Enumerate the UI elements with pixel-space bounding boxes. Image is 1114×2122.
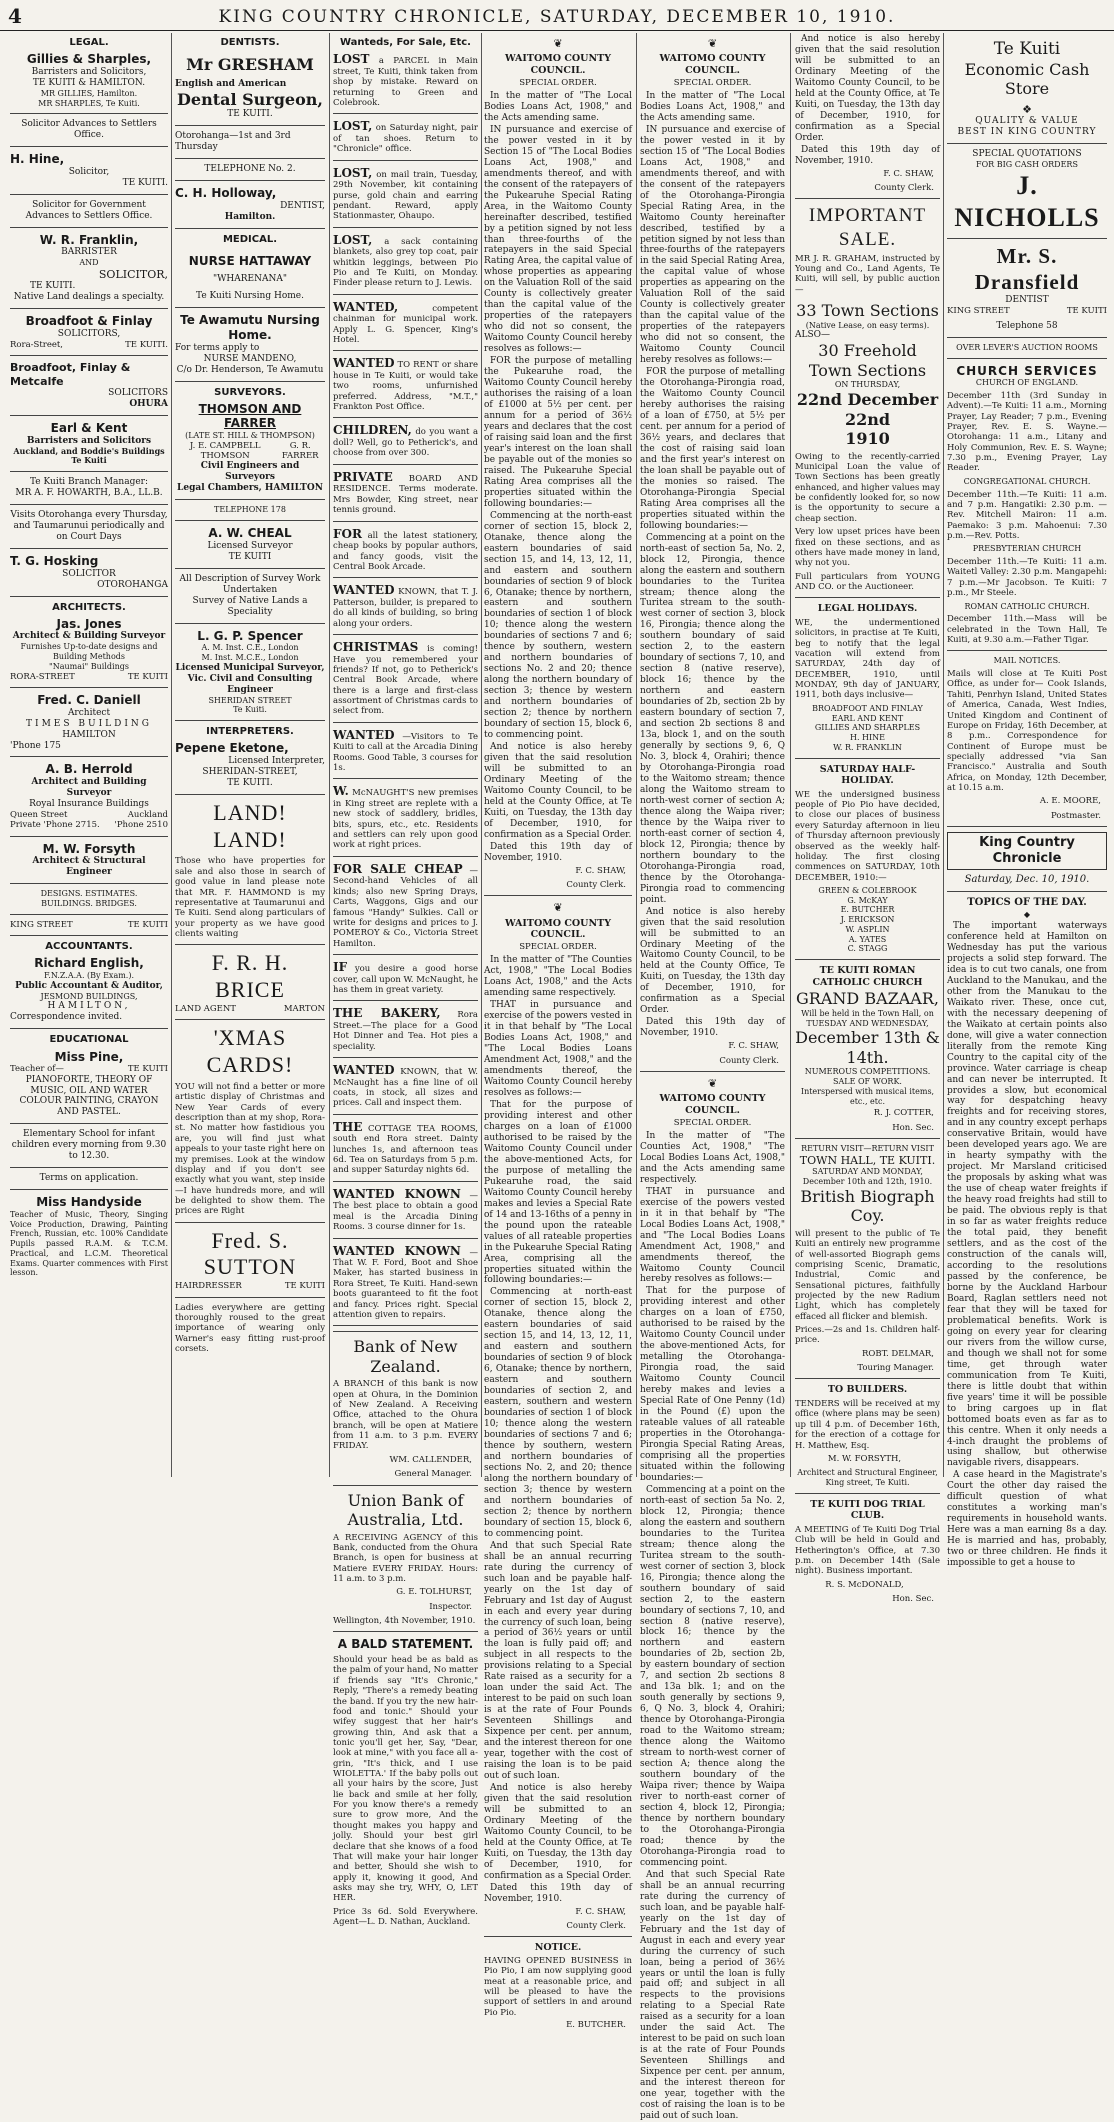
paragraph: IN pursuance and exercise of the power vested in it by section 15 of "The Local Bodies Loans Act, 1908," and amendments thereof, and with the consent of the ratepayers of the Otorohanga-Pirongia Special Rating Area, in the Waitomo County hereinafter described, testified by a petition signed by not less than three-fourths of the ratepayers in the said Special Rating Area, the capital value of whose properties as appearing on the Valuation Roll of the said County is collectively greater than the capital value of the properties of the ratepayers who did not so consent, the Waitomo County Council hereby resolves as follows:— bbox=[640, 124, 785, 366]
ad-lead: WANTED KNOWN bbox=[333, 1186, 461, 1201]
column-council-notices-1: ❦ WAITOMO COUNTY COUNCIL. SPECIAL ORDER. In the matter of "The Local Bodies Loans Act, 1908," and the Acts amending same. IN pursuance and exercise of the power vested in it by Section 15 of "The Local Bodies Loans Act, 1908," and amendments thereof, and with the consent of the ratepayers of the Pukearuhe Special Rating Area, in the Waitomo County hereinafter described, testified by a petition signed by not less than three-fourths of the ratepayers in the said Special Rating Area, the capital value of whose properties as appearing on the Valuation Roll of the said County is collectively greater than the capital value of the properties of the ratepayers who did not so consent, the Waitomo County Council hereby resolves as follows:— FOR the purpose of metalling the Pukearuhe road, the Waitomo County Council hereby authorises the raising of a loan of £1000 at 5½ per cent. per annum for a period of 36½ years and declares that the cost of raising said loan and the first year's interest on the loan shall be payable out of the monies so raised. The Pukearuhe Special Rating Area comprises all the properties situated within the following boundaries:— Commencing at the north-east corner of section 15, block 2, Otanake, thence along the eastern boundaries of said section 15, and 14, 13, 12, 11, and eastern and southern boundaries of section 9 of block 6, Otanake; thence by northern, eastern and southern boundaries of section 1 of block 10; thence along the western boundaries of sections 7 and 6; thence by southern, western and northern boundaries of sections No. 2 and 20; thence along the northern boundary of section 3; thence by western and northern boundaries of section 2; thence by northern boundary of section 15, block 6, to commencing point. And notice is also hereby given that the said resolution will be submitted to an Ordinary Meeting of the Waitomo County Council, to be held at the County Office, at Te Kuiti, on Tuesday, the 13th day of December, 1910, for confirmation as a Special Order. Dated this 19th day of November, 1910. F. C. SHAW, County Clerk. ❦ WAITOMO COUNTY COUNCIL. SPECIAL ORDER. In the matter of "The Counties Act, 1908," "The Local Bodies Loans Act, 1908," and the Acts amending same respectively. THAT in pursuance and exercise of the powers vested in it in that behalf by "The Local Bodies Loans Act, 1908," and "The Local Bodies Loans Amendment Act, 1908," and the amendments thereof, the Waitomo County Council hereby resolves as follows:— That for the purpose of providing interest and other charges on a loan of £1000 authorised to be raised by the Waitomo County Council under the above-mentioned Acts, for the purpose of metalling the Pukearuhe road, the said Waitomo County Council hereby makes and levies a Special Rate of 14 and 13-16ths of a penny in the pound upon the rateable values of all rateable properties in the Pukearuhe Special Rating Area, comprising all the properties situated within the following boundaries:— Commencing at north-east corner of section 15, block 2, Otanake, thence along the eastern boundaries of said section 15, and 14, 13, 12, 11, and eastern and southern boundaries of section 9 of block 6, Otanake; thence by northern, eastern and southern boundaries of section 2, and eastern, southern and western boundaries of section 1 of block 10; thence along the western boundaries of sections 7 and 6; thence by southern, western and northern boundaries of sections No. 2, and 20; thence along the northern boundary of section 3; thence by western and northern boundaries of section 2; thence by northern boundary of section 15, block 6, to commencing point. And that such Special Rate shall be an annual recurring rate during the currency of such loan and be payable half-yearly on the 1st day of February and 1st day of August in each and every year during the currency of such loan, being a period of 36½ years or until the loan is fully paid off; and subject in all respects to the provisions relating to a Special Rate raised as a security for a loan under the said Act. The interest to be paid on such loan is at the rate of Four Pounds Seventeen Shillings and Sixpence per cent. per annum, and the interest thereon for one year, together with the cost of raising the loan is to be paid out of such loan. And notice is also hereby given that the said resolution will be submitted to an Ordinary Meeting of the Waitomo County Council, to be held at the County Office, at Te Kuiti, on Tuesday, the 13th day of December, 1910, for confirmation as a Special Order. Dated this 19th day of November, 1910. F. C. SHAW, County Clerk. NOTICE. HAVING OPENED BUSINESS in Pio Pio, I am now supplying good meat at a reasonable price, and will be pleased to have the support of settlers in and around Pio Pio. E. BUTCHER. bbox=[484, 37, 632, 2031]
paragraph: And that such Special Rate shall be an annual recurring rate during the currency of such loan, and be payable half-yearly on the 1st day of February and the 1st day of August in each and every year during the currency of such loan, being a period of 36½ years or until the loan is fully paid off; and subject in all respects to the provisions relating to a Special Rate raised as a security for a loan under the said Act. The interest to be paid on such loan is at the rate of Four Pounds Seventeen Shillings and Sixpence per cent. per annum, and the interest thereon for one year, together with the cost of raising the loan is to be paid out of such loan. bbox=[640, 1869, 785, 2122]
ad-lead: THE bbox=[333, 1119, 363, 1134]
editorial-date: Saturday, Dec. 10, 1910. bbox=[964, 873, 1090, 885]
notice-heading: WAITOMO COUNTY COUNCIL. bbox=[659, 1093, 766, 1116]
section-heading: ARCHITECTS. bbox=[52, 601, 126, 613]
signatory: W. R. FRANKLIN bbox=[833, 742, 902, 752]
ad-lead: IF bbox=[333, 959, 348, 974]
paragraph: Commencing at a point on the north-east of section 5a No. 2, block 12, Pirongia; thence along the eastern and southern boundaries to the Turitea stream; thence along the Turitea stream to the south-west corner of section 3, block 16, Pirongia; thence along the southern boundary of said section 2, to the eastern boundary of sections 7, 10, and section 8 (native reserve), block 16; thence by the northern and eastern boundaries of 2b, section 2b, by eastern boundary of section 7, and section 2b sections 8 and 13a blk. 1; and on the south generally by sections 9, 6, Q No. 3, block 4, Orahiri; thence by Otorohanga-Pirongia road to the Waitomo stream; thence along the Waitomo stream to north-west corner of section A; thence along the southern boundary of the Waipa river; thence by Waipa river to north-east corner of section 4, block 12, Pirongia; thence by northern boundary to the Otorohanga-Pirongia road; thence by the Otorohanga-Pirongia road to commencing point. bbox=[640, 1484, 785, 1868]
ad-daniell: Fred. C. Daniell Architect TIMES BUILDING HAMILTON 'Phone 175 bbox=[10, 692, 152, 751]
paragraph: Dated this 19th day of November, 1910. bbox=[795, 144, 940, 166]
wanted-ads-list bbox=[333, 52, 478, 1326]
section-heading: INTERPRETERS. bbox=[206, 726, 294, 738]
ad-franklin: W. R. Franklin, BARRISTER AND SOLICITOR, TE KUITI. Native Land dealings a specialty. bbox=[13, 232, 168, 303]
signatory: H. HINE bbox=[849, 733, 886, 743]
ad-lead: LOST, bbox=[333, 232, 373, 247]
ad-text: is coming! Have you remembered your friends? If not, go to Petherick's Central Book Arcade, where there is a large and first-class assortment of Christmas cards to select from. bbox=[333, 643, 478, 717]
ad-text: all the latest stationery, cheap books by popular authors, and fancy goods, visit the Central Book Arcade. bbox=[333, 530, 478, 572]
ad-text: KNOWN, that T. J. Patterson, builder, is prepared to do all kinds of building, so bring along your orders. bbox=[333, 587, 479, 629]
editorial-masthead: King Country Chronicle bbox=[947, 832, 1107, 870]
ad-bnz: Bank of New Zealand. A BRANCH of this bank is now open at Ohura, in the Dominion of New Zealand. A Receiving Office, attached to the Ohura branch, will be open at Matiere from 11 a.m. to 3 p.m. EVERY FRIDAY. WM. CALLENDER, General Manager. bbox=[333, 1337, 478, 1480]
notice-heading: WAITOMO COUNTY COUNCIL. bbox=[505, 53, 611, 76]
ad-cheal: A. W. CHEAL Licensed Surveyor TE KUITI All Description of Survey Work Undertaken Survey of Native Lands a Speciality bbox=[175, 526, 325, 617]
classified-ad bbox=[333, 233, 478, 289]
ad-xmas-cards: 'XMAS CARDS! YOU will not find a better or more artistic display of Christmas and New Year Cards of every description than at my shop, Rora-st. No matter how fastidious you are, you will find just what appeals to your taste right here on my premises. Look at the window display and if you don't see exactly what you want, step inside—I have hundreds more, and will be delighted to show them. The prices are Right bbox=[175, 1025, 325, 1217]
column-store-editorial bbox=[947, 33, 1107, 1569]
ad-land: LAND! LAND! Those who have properties for sale and also those in search of good value in land please note that MR. F. HAMMOND is my representative at Taumarunui and Te Kuiti. Send along particulars of your property as we have good clients waiting bbox=[175, 799, 325, 939]
notice-heading: NOTICE. bbox=[534, 1942, 582, 1954]
ad-brice: F. R. H. BRICE LAND AGENT MARTON bbox=[175, 950, 325, 1014]
ad-lead: W. bbox=[333, 784, 349, 799]
paragraph: FOR the purpose of metalling the Pukearuhe road, the Waitomo County Council hereby authorises the raising of a loan of £1000 at 5½ per cent. per annum for a period of 36½ years and declares that the cost of raising said loan and the first year's interest on the loan shall be payable out of the monies so raised. The Pukearuhe Special Rating Area comprises all the properties situated within the following boundaries:— bbox=[484, 356, 632, 509]
ad-gresham: Mr GRESHAM English and American Dental Surgeon, TE KUITI. Otorohanga—1st and 3rd Thursday TELEPHONE No. 2. bbox=[175, 55, 325, 175]
ad-text: —Second-hand Vehicles of all kinds; also new Spring Drays, Carts, Waggons, Gigs and our famous "Handy" Sulkies. Call or write for designs and prices to J. POMEROY & Co., Victoria Street Hamilton. bbox=[333, 865, 478, 949]
classified-ad bbox=[333, 1006, 478, 1052]
classified-ad bbox=[333, 166, 478, 222]
notice-body bbox=[484, 91, 632, 864]
ad-handyside: Miss Handyside Teacher of Music, Theory, Singing Voice Production, Drawing, Painting French, Russian, etc. 100% Candidate Pupils passed R.A.M. & T.C.M. Practical, and L.C.M. Theoretical Exams. Quarter commences with First lesson. bbox=[10, 1195, 168, 1278]
page-number: 4 bbox=[8, 4, 22, 28]
church-services: CHURCH SERVICES CHURCH OF ENGLAND. December 11th (3rd Sunday in Advent).—Te Kuiti: 11 a.m., Morning Prayer, Lay Reader; 7 p.m., Evening Prayer, Rev. E. S. Wayne.—Otorohanga: 11 a.m., Litany and Holy Communion, Rev. E. S. Wayne; 7.30 p.m., Evening Prayer, Lay Reader. CONGREGATIONAL CHURCH. December 11th.—Te Kuiti: 11 a.m. and 7 p.m. Hangatiki: 2.30 p.m. —Rev. Mitchell Mairon: 11 a.m. Paemako: 3 p.m. Mahoenui: 7.30 p.m.—Rev. Potts. PRESBYTERIAN CHURCH December 11th.—Te Kuiti: 11 a.m. Waitetl Valley: 2.30 p.m. Mangapehi: 7 p.m.—Mr Jacobson. Te Kuiti: 7 p.m., Mr Steele. ROMAN CATHOLIC CHURCH. December 11th.—Mass will be celebrated in the Town Hall, Te Kuiti, at 9.30 a.m.—Father Tigar. bbox=[947, 363, 1107, 645]
notice-heading: WAITOMO COUNTY COUNCIL. bbox=[659, 53, 766, 76]
paragraph: In the matter of "The Counties Act, 1908," "The Local Bodies Loans Act, 1908," and the Acts amending same respectively. bbox=[484, 955, 632, 999]
ad-biograph: RETURN VISIT—RETURN VISIT TOWN HALL, TE KUITI. SATURDAY AND MONDAY, December 10th and 12th, 1910. British Biograph Coy. will present to the public of Te Kuiti an entirely new programme of well-assorted Biograph gems comprising Scenic, Dramatic, Industrial, Comic and Sensational pictures, faithfully projected by the new Radium Light, which has completely effaced all flicker and blemish. Prices.—2s and 1s. Children half-price. ROBT. DELMAR, Touring Manager. bbox=[795, 1144, 940, 1374]
ad-text: KNOWN, that W. McNaught has a fine line of oil coats, in stock, all sizes and prices. Call and inspect them. bbox=[333, 1067, 478, 1109]
column-legal bbox=[10, 33, 168, 1477]
section-heading: DENTISTS. bbox=[220, 37, 280, 48]
classified-ad bbox=[333, 300, 478, 346]
ad-pine: Miss Pine, Teacher of— TE KUITI PIANOFORTE, THEORY OF MUSIC, OIL AND WATER COLOUR PAINTING, CRAYON AND PASTEL. Elementary School for infant children every morning from 9.30 to 12.30. Terms on application. bbox=[10, 1049, 168, 1184]
classified-ad bbox=[333, 527, 478, 573]
ad-thomson-farrer: THOMSON AND FARRER (LATE ST. HILL & THOMPSON) J. E. CAMPBELL THOMSON G. R. FARRER Civil Engineers and Surveyors Legal Chambers, HAMILTON TELEPHONE 178 bbox=[175, 402, 325, 515]
ad-spencer: L. G. P. Spencer A. M. Inst. C.E., London M. Inst. M.C.E., London Licensed Municipal Surveyor, Vic. Civil and Consulting Engineer SHERIDAN STREET Te Kuiti. bbox=[175, 628, 325, 715]
section-heading: MEDICAL. bbox=[222, 233, 278, 245]
column-rule bbox=[943, 33, 944, 1477]
ad-lead: CHRISTMAS bbox=[333, 639, 419, 654]
paragraph: And notice is also hereby given that the said resolution will be submitted to an Ordinary Meeting of the Waitomo County Council, to be held at the County Office, at Te Kuiti, on Tuesday, the 13th day of December, 1910, for confirmation as a Special Order. bbox=[795, 34, 940, 143]
paragraph: IN pursuance and exercise of the power vested in it by Section 15 of "The Local Bodies Loans Act, 1908," and amendments thereof, and with the consent of the ratepayers of the Pukearuhe Special Rating Area, in the Waitomo County hereinafter described, testified by a petition signed by not less than three-fourths of the ratepayers in the said Special Rating Area, the capital value of whose properties as appearing on the Valuation Roll of the said County is collectively greater than the capital value of the properties of the ratepayers who did not so consent, the Waitomo County Council hereby resolves as follows:— bbox=[484, 124, 632, 355]
classified-ad bbox=[333, 1120, 478, 1176]
ad-economic-cash-store: Te Kuiti Economic Cash Store ❖ QUALITY & VALUE BEST IN KING COUNTRY SPECIAL QUOTATIONS FOR BIG CASH ORDERS J. NICHOLLS bbox=[947, 39, 1107, 233]
crest-icon: ❦ bbox=[553, 901, 563, 915]
ad-dog-trial: TE KUITI DOG TRIAL CLUB. A MEETING of Te Kuiti Dog Trial Club will be held in Gould and Hetherington's Office, at 7.30 p.m. on December 14th (Sale night). Business important. R. S. McDONALD, Hon. Sec. bbox=[795, 1498, 940, 1605]
ad-english: Richard English, F.N.Z.A.A. (By Exam.). Public Accountant & Auditor, JESMOND BUILDINGS, HAMILTON, Correspondence invited. bbox=[10, 956, 163, 1023]
ad-text: on Saturday night, pair of tan shoes. Return to "Chronicle" office. bbox=[333, 123, 478, 155]
ad-text: do you want a doll? Well, go to Petherick's, and choose from over 300. bbox=[333, 427, 479, 459]
ad-text: COTTAGE TEA ROOMS, south end Rora street. Dainty lunches 1s, and afternoon teas 6d. Tea on Saturdays from 5 p.m. and supper Saturday nights 6d. bbox=[333, 1123, 478, 1176]
signatory: EARL AND KENT bbox=[831, 713, 904, 723]
signatory: GREEN & COLEBROOK bbox=[818, 885, 917, 895]
ad-lead: WANTED bbox=[333, 727, 395, 742]
paragraph: And that such Special Rate shall be an annual recurring rate during the currency of such loan and be payable half-yearly on the 1st day of February and 1st day of August in each and every year during the currency of such loan, being a period of 36½ years or until the loan is fully paid off; and subject in all respects to the provisions relating to a Special Rate raised as a security for a loan under the said Act. The interest to be paid on such loan is at the rate of Four Pounds Seventeen Shillings and Sixpence per cent. per annum, and the interest thereon for one year, together with the cost of raising the loan is to be paid out of such loan. bbox=[484, 1540, 632, 1782]
ad-awamutu: Te Awamutu Nursing Home. For terms apply to NURSE MANDENO, C/o Dr. Henderson, Te Awamutu bbox=[175, 313, 324, 375]
classified-ad bbox=[333, 52, 478, 108]
column-council-notices-2: ❦ WAITOMO COUNTY COUNCIL. SPECIAL ORDER. In the matter of "The Local Bodies Loans Act, 1908," and the Acts amending same. IN pursuance and exercise of the power vested in it by section 15 of "The Local Bodies Loans Act, 1908," and amendments thereof, and with the consent of the ratepayers of the Otorohanga-Pirongia Special Rating Area, in the Waitomo County hereinafter described, testified by a petition signed by not less than three-fourths of the ratepayers in the said Special Rating Area, the capital value of whose properties as appearing on the Valuation Roll of the said County is collectively greater than the capital value of the properties of the ratepayers who did not so consent, the Waitomo County Council hereby resolves as follows:— FOR the purpose of metalling the Otorohanga-Pirongia road, the Waitomo County Council hereby authorises the raising of a loan of £750, at 5½ per cent. per annum for a period of 36½ years, and declares that the cost of raising said loan and the first year's interest on the loan shall be payable out of the monies so raised. The Otorohanga-Pirongia Special Rating Area comprises all the properties situated within the following boundaries:— Commencing at a point on the north-east of section 5a, No. 2, block 12, Pirongia, thence along the eastern and southern boundaries to the Turitea stream; thence along the Turitea stream to the south-west corner of section 3, block 16, Pirongia; thence along the southern boundary of said section 2, to the eastern boundary of sections 7, 10, and section 8 (native reserve), block 16; thence by the northern and eastern boundaries of 2b, section 2b by eastern boundary of section 7, and section 2b sections 8 and 13a, block 1, and on the south generally by sections 9, 6, Q No. 3, block 4, Orahiri; thence by Otorohanga-Pirongia road to the Waitomo stream; thence along the Waitomo stream to north-west corner of section A; thence along the Waipa river; thence by the Waipa river to north-east corner of section 4, block 12, Pirongia; thence by northern boundary to the Otorohanga-Pirongia road, thence by the Otorohanga-Pirongia road to commencing point. And notice is also hereby given that the said resolution will be submitted to an Ordinary Meeting of the Waitomo County Council, to be held at the County Office, Te Kuiti, on Tuesday, the 13th day of December, 1910, for confirmation as a Special Order. Dated this 19th day of November, 1910. F. C. SHAW, County Clerk. ❦ WAITOMO COUNTY COUNCIL. SPECIAL ORDER. In the matter of "The Counties Act, 1908," "The Local Bodies Loans Act, 1908," and the Acts amending same respectively. THAT in pursuance and exercise of the powers vested in it in that behalf by "The Local Bodies Loans Act, 1908," and "The Local Bodies Loans Amendment Act, 1908," and amendments thereof, the Waitomo County Council hereby resolves as follows:— That for the purpose of providing interest and other charges on a loan of £750, authorised to be raised by the Waitomo County Council under the above-mentioned Acts, for metalling the Otorohanga-Pirongia road, the said Waitomo County Council hereby makes and levies a Special Rate of One Penny (1d) in the Pound (£) upon the rateable values of all rateable properties in the Otorohanga-Pirongia Special Rating Areas, comprising all the properties situated within the following boundaries:— Commencing at a point on the north-east of section 5a No. 2, block 12, Pirongia; thence along the eastern and southern boundaries to the Turitea stream; thence along the Turitea stream to the south-west corner of section 3, block 16, Pirongia; thence along the southern boundary of said section 2, to the eastern boundary of sections 7, 10, and section 8 (native reserve), block 16; thence by the northern and eastern boundaries of 2b, section 2b, by eastern boundary of section 7, and section 2b sections 8 and 13a blk. 1; and on the south generally by sections 9, 6, Q No. 3, block 4, Orahiri; thence by Otorohanga-Pirongia road to the Waitomo stream; thence along the Waitomo stream to north-west corner of section A; thence along the southern boundary of the Waipa river; thence by Waipa river to north-east corner of section 4, block 12, Pirongia; thence by northern boundary to the Otorohanga-Pirongia road; thence by the Otorohanga-Pirongia road to commencing point. And that such Special Rate shall be an annual recurring rate during the currency of such loan, and be payable half-yearly on the 1st day of February and the 1st day of August in each and every year during the currency of such loan, being a period of 36½ years or until the loan is fully paid off; and subject in all respects to the provisions relating to a Special Rate raised as a security for a loan under the said Act. The interest to be paid on such loan is at the rate of Four Pounds Seventeen Shillings and Sixpence per cent. per annum, and the interest thereon for one year, together with the cost of raising the loan is to be paid out of such loan. bbox=[640, 37, 785, 2122]
column-professional bbox=[175, 33, 325, 1477]
paragraph: That for the purpose of providing interest and other charges on a loan of £1000 authorised to be raised by the Waitomo County Council under the above-mentioned Acts, for the purpose of metalling the Pukearuhe road, the said Waitomo County Council hereby makes and levies a Special Rate of 14 and 13-16ths of a penny in the pound upon the rateable values of all rateable properties in the Pukearuhe Special Rating Area, comprising all the properties situated within the following boundaries:— bbox=[484, 1099, 632, 1286]
ad-lead: FOR SALE CHEAP bbox=[333, 861, 463, 876]
ad-jones: Jas. Jones Architect & Building Surveyor Furnishes Up-to-date designs and Building Methods "Naumai" Buildings RORA-STREET TE KUITI bbox=[10, 616, 168, 682]
paragraph: Commencing at the north-east corner of section 15, block 2, Otanake, thence along the eastern boundaries of said section 15, and 14, 13, 12, 11, and eastern and southern boundaries of section 9 of block 6, Otanake; thence by northern, eastern and southern boundaries of section 1 of block 10; thence along the western boundaries of sections 7 and 6; thence by southern, western and northern boundaries of sections No. 2 and 20; thence along the northern boundary of section 3; thence by western and northern boundaries of section 2; thence by northern boundary of section 15, block 6, to commencing point. bbox=[484, 510, 632, 741]
paragraph: FOR the purpose of metalling the Otorohanga-Pirongia road, the Waitomo County Council hereby authorises the raising of a loan of £750, at 5½ per cent. per annum for a period of 36½ years, and declares that the cost of raising said loan and the first year's interest on the loan shall be payable out of the monies so raised. The Otorohanga-Pirongia Special Rating Area comprises all the properties situated within the following boundaries:— bbox=[640, 367, 785, 531]
classified-ad bbox=[333, 960, 478, 995]
ad-lead: WANTED bbox=[333, 583, 395, 598]
paragraph: THAT in pursuance and exercise of the powers vested in it in that behalf by "The Local Bodies Loans Act, 1908," and "The Local Bodies Loans Amendment Act, 1908," and the amendments thereof, the Waitomo County Council hereby resolves as follows:— bbox=[484, 1000, 632, 1098]
column-announcements: And notice is also hereby given that the said resolution will be submitted to an Ordinary Meeting of the Waitomo County Council, to be held at the County Office, at Te Kuiti, on Tuesday, the 13th day of December, 1910, for confirmation as a Special Order. Dated this 19th day of November, 1910. F. C. SHAW, County Clerk. IMPORTANT SALE. MR J. R. GRAHAM, instructed by Young and Co., Land Agents, Te Kuiti, will sell, by public auction— 33 Town Sections (Native Lease, on easy terms). ALSO— 30 Freehold Town Sections ON THURSDAY, 22nd December 22nd 1910 Owing to the recently-carried Municipal Loan the value of Town Sections has been greatly enhanced, and higher values may be confidently looked for, so now is the opportunity to secure a cheap section. Very low upset prices have been fixed on these sections, and as others have made money in land, why not you. Full particulars from YOUNG AND CO. or the Auctioneer. LEGAL HOLIDAYS. WE, the undermentioned solicitors, in practise at Te Kuiti, beg to notify that the legal vacation will extend from SATURDAY, 24th day of DECEMBER, 1910, until MONDAY, 9th day of JANUARY, 1911, both days inclusive— BROADFOOT AND FINLAY EARL AND KENT GILLIES AND SHARPLES H. HINE W. R. FRANKLIN SATURDAY HALF-HOLIDAY. WE the undersigned business people of Pio Pio have decided, to close our places of business every Saturday afternoon in lieu of Thursday afternoon previously observed as the weekly half-holiday. The first closing commences on SATURDAY, 10th DECEMBER, 1910:— GREEN & COLEBROOK G. McKAY E. BUTCHER J. ERICKSON W. ASPLIN A. YATES C. STAGG TE KUITI ROMAN CATHOLIC CHURCH GRAND BAZAAR, Will be held in the Town Hall, on TUESDAY AND WEDNESDAY, December 13th & 14th. NUMEROUS COMPETITIONS. SALE OF WORK. Interspersed with musical items, etc., etc. R. J. COTTER, Hon. Sec. RETURN VISIT—RETURN VISIT TOWN HALL, TE KUITI. SATURDAY AND MONDAY, December 10th and 12th, 1910. British Biograph Coy. will present to the public of Te Kuiti an entirely new programme of well-assorted Biograph gems comprising Scenic, Dramatic, Industrial, Comic and Sensational pictures, faithfully projected by the new Radium Light, which has completely effaced all flicker and blemish. Prices.—2s and 1s. Children half-price. ROBT. DELMAR, Touring Manager. TO BUILDERS. TENDERS will be received at my office (where plans may be seen) up till 4 p.m. of December 16th, for the erection of a cottage for H. Matthew, Esq. M. W. FORSYTH, Architect and Structural Engineer, King street, Te Kuiti. TE KUITI DOG TRIAL CLUB. A MEETING of Te Kuiti Dog Trial Club will be held in Gould and Hetherington's Office, at 7.30 p.m. on December 14th (Sale night). Business important. R. S. McDONALD, Hon. Sec. bbox=[795, 34, 940, 1605]
crest-icon: ❦ bbox=[553, 37, 563, 50]
ad-forsyth: M. W. Forsyth Architect & Structural Engineer DESIGNS. ESTIMATES. BUILDINGS. BRIDGES. KING STREET TE KUITI bbox=[10, 841, 168, 930]
ad-eketone: Pepene Eketone, Licensed Interpreter, SHERIDAN-STREET, TE KUITI. bbox=[175, 741, 325, 788]
mail-notices: MAIL NOTICES. Mails will close at Te Kuiti Post Office, as under for— Cook Islands, Tahiti, Penrhyn Island, United States of America, Canada, West Indies, United Kingdom and Continent of Europe on Friday, 16th December, at 8 p.m.. Correspondence for Continent of Europe must be specially addressed "via San Francisco." Australia and South Africa, on Monday, 12th December, at 10.15 a.m. A. E. MOORE, Postmaster. bbox=[947, 656, 1107, 821]
classified-ad bbox=[333, 423, 478, 458]
signatory-list bbox=[795, 704, 940, 753]
ad-text: a PARCEL in Main street, Te Kuiti, think taken from shop by mistake. Reward on returning to Green and Colebrook. bbox=[333, 56, 478, 108]
classified-ad bbox=[333, 1187, 478, 1233]
signatory: J. ERICKSON bbox=[840, 915, 895, 925]
ornament-icon: ◆ bbox=[1023, 910, 1031, 920]
editorial-body: The important waterways conference held at Hamilton on Wednesday has put the various projects a solid step forward. The idea is to cut two canals, one from Auckland to the Manukau, and the other from the Manukau to the Waikato river. These, once cut, with the necessary deepening of the Waikato at certain points also done, will give a water connection literally from the remote King Country to the capital city of the province. Water carriage is cheap and can never be interrupted. It provides a slow, but economical way for despatching heavy freights and for receiving stores, and in any country except perhaps conservative Britain, would have been developed years ago. We are in hearty sympathy with the project. Mr Marsland criticised the proposals by asking what was the use of cheap water freights if the heavy road freights had still to be paid. The obvious reply is that in so far as water freights reduce the total paid, they benefit settlers, and as the cost of the construction of the canals will, according to the resolutions passed by the conference, be borne by the Auckland Harbour Board, Raglan settlers need not fear that they will be taxed for problematical benefits. Work is going on every year for clearing our rivers from the willow curse, and though we shall not for some time, get through water communication from Te Kuiti, there is little doubt that within five years' time it will be possible to bring cargoes up in flat bottomed boats even as far as to this centre. When it only needs a 4-inch draught the problems of using shallow, but otherwise navigable rivers, disappears. A case heard in the Magistrate's Court the other day raised the difficult question of what constitutes a working man's requirements in household wants. Here was a man earning 8s a day. He is married and has, probably, two or three children. He finds it impossible to get a house to bbox=[947, 920, 1107, 1569]
ad-text: McNAUGHT'S new premises in King street are replete with a new stock of saddlery, bridles, bits, spurs, etc., etc. Residents and settlers can rely upon good work at right prices. bbox=[333, 788, 478, 851]
paragraph: Dated this 19th day of November, 1910. bbox=[484, 1882, 632, 1904]
paragraph: That for the purpose of providing interest and other charges on a loan of £750, authorised to be raised by the Waitomo County Council under the above-mentioned Acts, for metalling the Otorohanga-Pirongia road, the said Waitomo County Council hereby makes and levies a Special Rate of One Penny (1d) in the Pound (£) upon the rateable values of all rateable properties in the Otorohanga-Pirongia Special Rating Areas, comprising all the properties situated within the following boundaries:— bbox=[640, 1286, 785, 1483]
ad-broadfoot-ohura: Broadfoot, Finlay & Metcalfe SOLICITORS OHURA bbox=[10, 361, 168, 410]
section-heading: Wanteds, For Sale, Etc. bbox=[340, 37, 471, 48]
ad-hine: H. Hine, Solicitor, TE KUITI. Solicitor for Government Advances to Settlers Office. bbox=[10, 152, 168, 221]
ad-text: —Visitors to Te Kuiti to call at the Arcadia Dining Rooms. Good Table, 3 courses for 1s. bbox=[333, 731, 478, 774]
ad-to-builders: TO BUILDERS. TENDERS will be received at my office (where plans may be seen) up till 4 p.m. of December 16th, for the erection of a cottage for H. Matthew, Esq. M. W. FORSYTH, Architect and Structural Engineer, King street, Te Kuiti. bbox=[795, 1384, 940, 1487]
column-rule bbox=[790, 33, 791, 1477]
column-rule bbox=[636, 33, 637, 1477]
column-rule bbox=[171, 33, 172, 1477]
ad-text: a sack containing blankets, also grey top coat, pair whitkin leggings, between Pio Pio and Te Kuiti, on Monday. Finder please return to J. Lewis. bbox=[333, 236, 478, 289]
classified-ad bbox=[333, 640, 478, 717]
signatory: A. YATES bbox=[848, 934, 887, 944]
ad-text: BOARD AND RESIDENCE. Terms moderate. Mrs Bowder, King street, near tennis ground. bbox=[333, 473, 478, 516]
ad-text: competent chainman for municipal work. Apply L. G. Spencer, King's Hotel. bbox=[333, 303, 478, 346]
ad-lead: WANTED KNOWN bbox=[333, 1243, 461, 1258]
ad-earl-kent: Earl & Kent Barristers and Solicitors Auckland, and Boddie's Buildings Te Kuiti Te Kuiti Branch Manager: MR A. F. HOWARTH, B.A., LL.B. Visits Otorohanga every Thursday, and Taumarunui periodically and on Court Days bbox=[10, 421, 168, 543]
paragraph: Commencing at north-east corner of section 15, block 2, Otanake, thence along the eastern boundaries of said section 15, and 14, 13, 12, 11, and eastern and southern boundaries of section 9 of block 6, Otanake; thence by northern, eastern and southern boundaries of section 2, and eastern, southern and western boundaries of section 1 of block 10; thence along the western boundaries of sections 7 and 6; thence by southern, western and northern boundaries of sections No. 2, and 20; thence along the northern boundary of section 3; thence by western and northern boundaries of section 2; thence by northern boundary of section 15, block 6, to commencing point. bbox=[484, 1287, 632, 1539]
signatory: C. STAGG bbox=[847, 944, 888, 954]
ornament-icon: ❖ bbox=[1022, 102, 1032, 116]
ad-text: on mail train, Tuesday, 29th November, kit containing purse, gold chain and earring pendant. Reward, apply Stationmaster, Ohaupo. bbox=[333, 169, 478, 222]
ad-lead: LOST bbox=[333, 52, 370, 67]
ad-important-sale: IMPORTANT SALE. MR J. R. GRAHAM, instructed by Young and Co., Land Agents, Te Kuiti, will sell, by public auction— 33 Town Sections (Native Lease, on easy terms). ALSO— 30 Freehold Town Sections ON THURSDAY, 22nd December 22nd 1910 Owing to the recently-carried Municipal Loan the value of Town Sections has been greatly enhanced, and higher values may be confidently looked for, so now is the opportunity to secure a cheap section. Very low upset prices have been fixed on these sections, and as others have made money in land, why not you. Full particulars from YOUNG AND CO. or the Auctioneer. bbox=[795, 205, 940, 592]
newspaper-title: KING COUNTRY CHRONICLE, SATURDAY, DECEMBER 10, 1910. bbox=[218, 7, 896, 27]
ad-lead: LOST, bbox=[333, 119, 373, 134]
ad-lead: WANTED bbox=[333, 1063, 395, 1078]
column-rule bbox=[329, 33, 330, 1477]
masthead bbox=[0, 0, 1114, 31]
paragraph: In the matter of "The Local Bodies Loans Act, 1908," and the Acts amending same. bbox=[640, 90, 785, 123]
signatory: GILLIES AND SHARPLES bbox=[814, 723, 921, 733]
column-wanteds bbox=[333, 33, 479, 1928]
ad-lead: WANTED bbox=[333, 356, 395, 371]
ad-text: —That W. F. Ford, Boot and Shoe Maker, has started business in Rora Street, Te Kuiti. Hand-sewn boots guaranteed to fit the foot and fancy. Prices right. Special attention given to repairs. bbox=[333, 1247, 478, 1320]
section-heading: ACCOUNTANTS. bbox=[45, 941, 133, 953]
paragraph: Dated this 19th day of November, 1910. bbox=[484, 841, 632, 863]
section-heading: LEGAL. bbox=[69, 37, 109, 48]
classified-ad bbox=[333, 1063, 478, 1109]
notice-heading: WAITOMO COUNTY COUNCIL. bbox=[505, 917, 611, 941]
notice-body bbox=[640, 1131, 785, 2122]
paragraph: Dated this 19th day of November, 1910. bbox=[640, 1017, 785, 1039]
crest-icon: ❦ bbox=[707, 37, 718, 50]
classified-ad bbox=[333, 119, 478, 154]
paragraph: In the matter of "The Local Bodies Loans Act, 1908," and the Acts amending same. bbox=[484, 90, 632, 123]
paragraph: And notice is also hereby given that the said resolution will be submitted to an Ordinary Meeting of the Waitomo County Council, to be held at the County Office, Te Kuiti, on Tuesday, the 13th day of December, 1910, for confirmation as a Special Order. bbox=[640, 906, 785, 1016]
paragraph: Commencing at a point on the north-east of section 5a, No. 2, block 12, Pirongia, thence along the eastern and southern boundaries to the Turitea stream; thence along the Turitea stream to the south-west corner of section 3, block 16, Pirongia; thence along the southern boundary of said section 2, to the eastern boundary of sections 7, 10, and section 8 (native reserve), block 16; thence by the northern and eastern boundaries of 2b, section 2b by eastern boundary of section 7, and section 2b sections 8 and 13a, block 1, and on the south generally by sections 9, 6, Q No. 3, block 4, Orahiri; thence by Otorohanga-Pirongia road to the Waitomo stream; thence along the Waitomo stream to north-west corner of section A; thence along the Waipa river; thence by the Waipa river to north-east corner of section 4, block 12, Pirongia; thence by northern boundary to the Otorohanga-Pirongia road, thence by the Otorohanga-Pirongia road to commencing point. bbox=[640, 532, 785, 905]
ad-hosking: T. G. Hosking SOLICITOR OTOROHANGA bbox=[10, 554, 168, 590]
ad-gillies: Gillies & Sharples, Barristers and Solicitors, TE KUITI & HAMILTON. MR GILLIES, Hamilton. MR SHARPLES, Te Kuiti. Solicitor Advances to Settlers Office. bbox=[10, 52, 168, 141]
ad-grand-bazaar: TE KUITI ROMAN CATHOLIC CHURCH GRAND BAZAAR, Will be held in the Town Hall, on TUESDAY AND WEDNESDAY, December 13th & 14th. NUMEROUS COMPETITIONS. SALE OF WORK. Interspersed with musical items, etc., etc. R. J. COTTER, Hon. Sec. bbox=[795, 965, 940, 1133]
classified-ad bbox=[333, 862, 478, 949]
classified-ad bbox=[333, 784, 478, 850]
ad-text: Rora Street.—The place for a Good Hot Dinner and Tea. Hot pies a speciality. bbox=[333, 1010, 478, 1052]
ad-text: TO RENT or share house in Te Kuiti, or would take two rooms, unfurnished preferred. Address, "M.T.," Frankton Post Office. bbox=[333, 360, 478, 413]
signatory: BROADFOOT AND FINLAY bbox=[812, 703, 923, 713]
ad-lead: CHILDREN, bbox=[333, 423, 412, 438]
ad-half-holiday: SATURDAY HALF-HOLIDAY. WE the undersigned business people of Pio Pio have decided, to close our places of business every Saturday afternoon in lieu of Thursday afternoon previously observed as the weekly half-holiday. The first closing commences on SATURDAY, 10th DECEMBER, 1910:— GREEN & COLEBROOK G. McKAY E. BUTCHER J. ERICKSON W. ASPLIN A. YATES C. STAGG bbox=[795, 763, 940, 954]
ad-hattaway: NURSE HATTAWAY "WHARENANA" Te Kuiti Nursing Home. bbox=[188, 253, 312, 302]
paragraph: And notice is also hereby given that the said resolution will be submitted to an Ordinary Meeting of the Waitomo County Council, to be held at the County Office, at Te Kuiti, on Tuesday, the 13th day of December, 1910, for confirmation as a Special Order. bbox=[484, 1783, 632, 1881]
classified-ad bbox=[333, 583, 478, 629]
paragraph: In the matter of "The Counties Act, 1908," "The Local Bodies Loans Act, 1908," and the Acts amending same respectively. bbox=[640, 1130, 785, 1185]
section-heading: SURVEYORS. bbox=[214, 386, 286, 398]
ad-text: —The best place to obtain a good meal is the Arcadia Dining Rooms. 3 course dinner for 1s. bbox=[333, 1190, 478, 1233]
ad-text: you desire a good horse cover, call upon W. McNaught, he has them in great variety. bbox=[333, 963, 478, 995]
ad-lead: PRIVATE bbox=[333, 469, 393, 484]
signatory: E. BUTCHER bbox=[840, 905, 895, 915]
ad-lead: FOR bbox=[333, 526, 362, 541]
classified-ad bbox=[333, 1244, 478, 1321]
signatory: W. ASPLIN bbox=[845, 924, 890, 934]
topics-heading: TOPICS OF THE DAY. bbox=[967, 897, 1087, 909]
ad-herrold: A. B. Herrold Architect and Building Surveyor Royal Insurance Buildings Queen Street Auckland Private 'Phone 2715. 'Phone 2510 bbox=[10, 762, 168, 831]
ad-dransfield: Mr. S. Dransfield DENTIST KING STREET TE KUITI Telephone 58 OVER LEVER'S AUCTION ROOMS bbox=[947, 244, 1107, 352]
signatory-list bbox=[795, 886, 940, 954]
signatory: G. McKAY bbox=[847, 895, 888, 905]
ad-lead: LOST, bbox=[333, 165, 373, 180]
ad-warner-corsets: Ladies everywhere are getting thoroughly roused to the great importance of wearing only Warner's easy fitting rust-proof corsets. bbox=[175, 1302, 325, 1355]
classified-ad bbox=[333, 728, 478, 774]
column-rule bbox=[481, 33, 482, 1477]
notice-body bbox=[640, 91, 785, 1039]
section-heading: EDUCATIONAL bbox=[49, 1034, 129, 1046]
ad-union-bank: Union Bank of Australia, Ltd. A RECEIVING AGENCY of this Bank, conducted from the Ohura Branch, is open for business at Matiere EVERY FRIDAY. Hours: 11 a.m. to 3 p.m. G. E. TOLHURST, Inspector. Wellington, 4th November, 1910. bbox=[333, 1490, 478, 1627]
ad-sutton: Fred. S. SUTTON HAIRDRESSER TE KUITI bbox=[175, 1227, 325, 1292]
ad-broadfoot: Broadfoot & Finlay SOLICITORS, Rora-Street, TE KUITI. bbox=[10, 314, 168, 350]
paragraph: And notice is also hereby given that the said resolution will be submitted to an Ordinary Meeting of the Waitomo County Council, to be held at the County Office, at Te Kuiti, on Tuesday, the 13th day of December, 1910, for confirmation as a Special Order. bbox=[484, 742, 632, 840]
ad-lead: WANTED, bbox=[333, 299, 399, 314]
notice-body bbox=[795, 34, 940, 167]
classified-ad bbox=[333, 470, 478, 516]
ad-holloway: C. H. Holloway, DENTIST, Hamilton. bbox=[175, 186, 325, 222]
classified-ad bbox=[333, 356, 478, 412]
ad-bald-statement: A BALD STATEMENT. Should your head be as bald as the palm of your hand, No matter if friends say "It's Chronic," Reply, "There's a remedy beating the band. If you try the new hair-food and tonic." Should your wifey suggest that her hair's growing thin, And ask that a tonic you'll get her, Say, "Dear, look at mine," with you face all a-grin, "It's thick, and I use WIOLETTA.' If the baby polls out all your hairs by the score, Just lie back and smile at her folly, For you know there's a remedy sure to grow more, And the thought makes you happy and jolly. Should your best girl declare that she knows of a food That will make your hair longer and better, Should she wish to apply it, knowing it good, And asks may she try, WHY, O, LET HER. Price 3s 6d. Sold Everywhere. Agent—L. D. Nathan, Auckland. bbox=[333, 1637, 478, 1928]
crest-icon: ❦ bbox=[707, 1076, 718, 1090]
paragraph: THAT in pursuance and exercise of the powers vested in it in that behalf by "The Local Bodies Loans Act, 1908," and "The Local Bodies Loans Amendment Act, 1908," and amendments thereof, the Waitomo County Council hereby resolves as follows:— bbox=[640, 1186, 785, 1285]
notice-body bbox=[484, 955, 632, 1904]
ad-lead: THE BAKERY, bbox=[333, 1006, 441, 1021]
ad-legal-holidays: LEGAL HOLIDAYS. WE, the undermentioned solicitors, in practise at Te Kuiti, beg to notify that the legal vacation will extend from SATURDAY, 24th day of DECEMBER, 1910, until MONDAY, 9th day of JANUARY, 1911, both days inclusive— BROADFOOT AND FINLAY EARL AND KENT GILLIES AND SHARPLES H. HINE W. R. FRANKLIN bbox=[795, 603, 940, 752]
